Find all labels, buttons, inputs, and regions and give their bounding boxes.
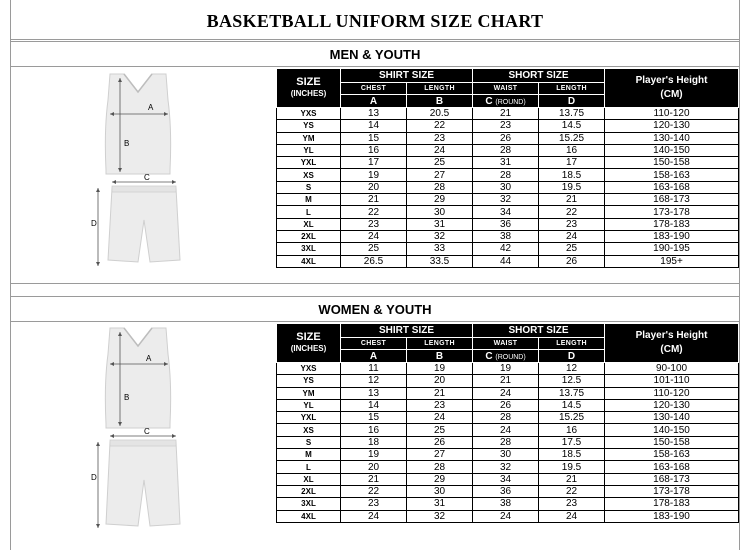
table-row [277,194,739,206]
cell-length: 26 [407,436,473,448]
cell-height: 168-173 [605,194,739,206]
table-row [277,157,739,169]
svg-text:C: C [144,173,150,182]
cell-waist: 31 [473,157,539,169]
svg-text:B: B [124,139,130,148]
jersey-icon [105,328,170,428]
size-header: SIZE (INCHES) [277,69,341,108]
table-row [277,243,739,255]
cell-length: 31 [407,498,473,510]
cell-chest: 23 [341,498,407,510]
cell-waist: 36 [473,485,539,497]
cell-short-length: 23 [539,218,605,230]
short-length-header: LENGTH [539,83,605,95]
cell-size: YM [277,132,341,144]
table-row [277,424,739,436]
cell-short-length: 17 [539,157,605,169]
cell-short-length: 22 [539,206,605,218]
cell-short-length: 18.5 [539,169,605,181]
cell-short-length: 21 [539,473,605,485]
table-row [277,412,739,424]
cell-waist: 24 [473,424,539,436]
cell-height: 158-163 [605,449,739,461]
cell-short-length: 13.75 [539,108,605,120]
waist-header: WAIST [473,338,539,350]
cell-size: YXS [277,108,341,120]
section-divider [10,283,740,293]
cell-short-length: 17.5 [539,436,605,448]
table-row [277,436,739,448]
cell-chest: 25 [341,243,407,255]
cell-height: 110-120 [605,387,739,399]
jersey-icon [105,74,170,174]
table-row [277,449,739,461]
cell-size: 2XL [277,230,341,242]
short-size-header: SHORT SIZE [473,69,605,83]
table-row [277,363,739,375]
col-d-header: D [539,95,605,108]
cell-waist: 28 [473,169,539,181]
svg-text:A: A [146,354,152,363]
uniform-illustration-men [88,70,188,280]
shorts-icon [108,186,180,262]
cell-size: L [277,461,341,473]
cell-height: 120-130 [605,120,739,132]
cell-height: 150-158 [605,157,739,169]
cell-length: 20 [407,375,473,387]
cell-chest: 15 [341,132,407,144]
cell-waist: 32 [473,461,539,473]
cell-short-length: 12 [539,363,605,375]
cell-size: S [277,436,341,448]
chest-header: CHEST [341,83,407,95]
cell-size: YS [277,375,341,387]
cell-waist: 32 [473,194,539,206]
uniform-illustration-women [88,324,188,534]
size-header: SIZE (INCHES) [277,324,341,363]
col-d-header: D [539,350,605,363]
cell-waist: 21 [473,375,539,387]
cell-size: XL [277,473,341,485]
table-row [277,375,739,387]
cell-height: 101-110 [605,375,739,387]
players-height-header: Player's Height (CM) [605,69,739,108]
table-row [277,473,739,485]
col-c-header: C (ROUND) [473,350,539,363]
cell-height: 190-195 [605,243,739,255]
short-size-header: SHORT SIZE [473,324,605,338]
cell-short-length: 16 [539,424,605,436]
col-a-header: A [341,350,407,363]
shorts-icon [106,440,180,526]
cell-chest: 24 [341,230,407,242]
cell-size: 3XL [277,498,341,510]
cell-length: 31 [407,218,473,230]
cell-length: 32 [407,230,473,242]
table-row [277,206,739,218]
cell-height: 178-183 [605,498,739,510]
chest-header: CHEST [341,338,407,350]
cell-length: 29 [407,473,473,485]
col-a-header: A [341,95,407,108]
cell-waist: 21 [473,108,539,120]
cell-waist: 26 [473,132,539,144]
cell-short-length: 18.5 [539,449,605,461]
cell-waist: 36 [473,218,539,230]
cell-length: 27 [407,169,473,181]
cell-length: 24 [407,412,473,424]
col-b-header: B [407,350,473,363]
cell-size: XS [277,424,341,436]
table-row [277,255,739,267]
cell-size: M [277,194,341,206]
waist-header: WAIST [473,83,539,95]
cell-length: 21 [407,387,473,399]
cell-chest: 21 [341,194,407,206]
cell-height: 178-183 [605,218,739,230]
short-length-header: LENGTH [539,338,605,350]
cell-length: 27 [407,449,473,461]
size-table-women [276,323,739,523]
table-row [277,461,739,473]
cell-height: 140-150 [605,144,739,156]
cell-length: 29 [407,194,473,206]
page-title: BASKETBALL UNIFORM SIZE CHART [10,8,740,40]
cell-chest: 15 [341,412,407,424]
cell-height: 168-173 [605,473,739,485]
cell-short-length: 19.5 [539,461,605,473]
cell-chest: 19 [341,169,407,181]
cell-chest: 26.5 [341,255,407,267]
svg-text:A: A [148,103,154,112]
cell-chest: 20 [341,461,407,473]
svg-text:C: C [144,427,150,436]
col-c-header: C (ROUND) [473,95,539,108]
cell-height: 90-100 [605,363,739,375]
cell-length: 30 [407,206,473,218]
section-heading-men: MEN & YOUTH [10,41,740,67]
cell-length: 28 [407,461,473,473]
cell-waist: 38 [473,230,539,242]
cell-chest: 23 [341,218,407,230]
cell-size: YM [277,387,341,399]
svg-text:D: D [91,473,97,482]
section-heading-women: WOMEN & YOUTH [10,296,740,322]
cell-chest: 12 [341,375,407,387]
cell-waist: 26 [473,399,539,411]
cell-size: 4XL [277,510,341,522]
cell-chest: 17 [341,157,407,169]
table-row [277,108,739,120]
cell-short-length: 22 [539,485,605,497]
cell-size: YXL [277,157,341,169]
cell-height: 120-130 [605,399,739,411]
cell-short-length: 14.5 [539,120,605,132]
players-height-header: Player's Height (CM) [605,324,739,363]
cell-chest: 21 [341,473,407,485]
cell-chest: 16 [341,144,407,156]
col-b-header: B [407,95,473,108]
cell-size: YL [277,399,341,411]
cell-waist: 24 [473,387,539,399]
measure-c-waist [110,427,176,438]
cell-chest: 22 [341,485,407,497]
cell-height: 130-140 [605,412,739,424]
cell-waist: 30 [473,181,539,193]
cell-short-length: 16 [539,144,605,156]
table-row [277,169,739,181]
cell-height: 163-168 [605,461,739,473]
cell-short-length: 19.5 [539,181,605,193]
cell-chest: 18 [341,436,407,448]
cell-short-length: 23 [539,498,605,510]
table-row [277,230,739,242]
cell-size: YXL [277,412,341,424]
table-row [277,218,739,230]
size-table-men [276,68,739,268]
cell-length: 20.5 [407,108,473,120]
cell-chest: 11 [341,363,407,375]
shirt-size-header: SHIRT SIZE [341,69,473,83]
cell-height: 130-140 [605,132,739,144]
cell-length: 30 [407,485,473,497]
cell-size: 4XL [277,255,341,267]
cell-length: 19 [407,363,473,375]
table-row [277,498,739,510]
cell-length: 23 [407,399,473,411]
measure-c-waist [112,173,176,184]
cell-chest: 14 [341,399,407,411]
cell-waist: 19 [473,363,539,375]
cell-waist: 34 [473,473,539,485]
length-header: LENGTH [407,83,473,95]
cell-height: 158-163 [605,169,739,181]
cell-height: 183-190 [605,510,739,522]
cell-size: L [277,206,341,218]
cell-short-length: 13.75 [539,387,605,399]
cell-waist: 44 [473,255,539,267]
cell-chest: 13 [341,387,407,399]
cell-short-length: 24 [539,510,605,522]
cell-size: YL [277,144,341,156]
cell-chest: 14 [341,120,407,132]
cell-length: 33.5 [407,255,473,267]
cell-length: 23 [407,132,473,144]
cell-size: S [277,181,341,193]
cell-size: 2XL [277,485,341,497]
cell-waist: 24 [473,510,539,522]
table-row [277,399,739,411]
length-header: LENGTH [407,338,473,350]
table-row [277,387,739,399]
cell-short-length: 15.25 [539,132,605,144]
cell-chest: 22 [341,206,407,218]
cell-short-length: 14.5 [539,399,605,411]
table-row [277,120,739,132]
cell-size: YXS [277,363,341,375]
cell-height: 195+ [605,255,739,267]
cell-short-length: 15.25 [539,412,605,424]
cell-waist: 28 [473,412,539,424]
cell-waist: 23 [473,120,539,132]
cell-length: 33 [407,243,473,255]
cell-height: 150-158 [605,436,739,448]
svg-text:B: B [124,393,130,402]
cell-waist: 28 [473,144,539,156]
table-row [277,485,739,497]
cell-size: M [277,449,341,461]
cell-short-length: 12.5 [539,375,605,387]
cell-length: 28 [407,181,473,193]
cell-chest: 24 [341,510,407,522]
cell-chest: 19 [341,449,407,461]
table-row [277,181,739,193]
cell-size: XS [277,169,341,181]
cell-size: XL [277,218,341,230]
cell-short-length: 26 [539,255,605,267]
cell-waist: 34 [473,206,539,218]
cell-waist: 38 [473,498,539,510]
cell-waist: 28 [473,436,539,448]
cell-length: 25 [407,424,473,436]
cell-height: 173-178 [605,485,739,497]
cell-chest: 20 [341,181,407,193]
table-row [277,510,739,522]
svg-text:D: D [91,219,97,228]
cell-waist: 42 [473,243,539,255]
table-row [277,132,739,144]
cell-length: 32 [407,510,473,522]
cell-height: 163-168 [605,181,739,193]
cell-height: 173-178 [605,206,739,218]
cell-height: 140-150 [605,424,739,436]
cell-length: 25 [407,157,473,169]
cell-length: 24 [407,144,473,156]
cell-height: 183-190 [605,230,739,242]
cell-chest: 16 [341,424,407,436]
table-row [277,144,739,156]
cell-short-length: 21 [539,194,605,206]
cell-short-length: 25 [539,243,605,255]
shirt-size-header: SHIRT SIZE [341,324,473,338]
cell-waist: 30 [473,449,539,461]
measure-d-length [91,188,100,266]
cell-height: 110-120 [605,108,739,120]
cell-size: YS [277,120,341,132]
cell-chest: 13 [341,108,407,120]
cell-short-length: 24 [539,230,605,242]
cell-length: 22 [407,120,473,132]
measure-d-length [91,442,100,528]
cell-size: 3XL [277,243,341,255]
